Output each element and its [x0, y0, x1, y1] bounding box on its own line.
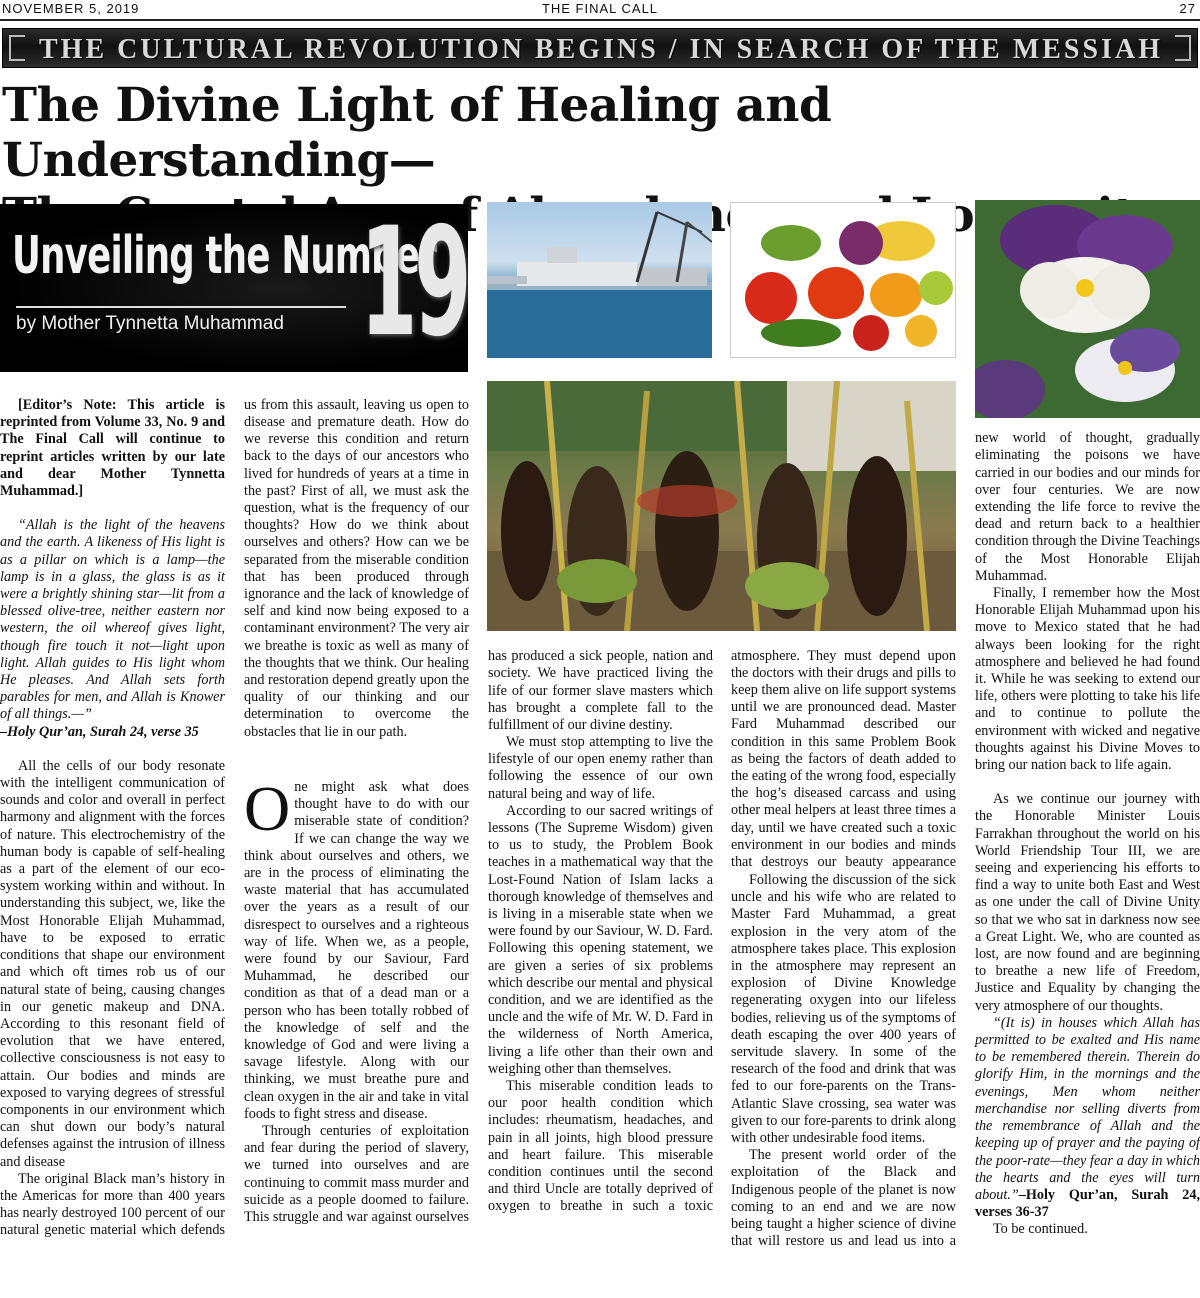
opening-quote: “Allah is the light of the heavens and the earth. A likeness of His light is as a pillar on which is a lamp—the lamp is in a glass, the glass is as it were a brightly shining star—lit from a blessed olive-tree, neither eastern nor western, the oil whereof gives light, though fire touch it not—light upon light. Allah guides to His light whom He pleases. And Allah sets forth parables for men, and Allah is Knower of all things.—”	[0, 517, 225, 723]
dancers-photo	[487, 381, 956, 631]
article-column-1	[0, 397, 225, 1240]
paragraph-7: This miserable condition leads to our poor health condition which includes: rheumatism, headaches, and pain in all joints, high blood pressure and heart failure. This miserable condition continues until the second and third Uncle are totally deprived of oxygen to breathe in such a toxic	[488, 1078, 713, 1215]
paragraph-3: One might ask what does thought have to do with our miserable state of condition? If we can change the way we think about ourselves and others, we are in the process of eliminating the waste material that has accumulated over the years as a result of our disrespect to ourselves and a righteous way of life. When we, as a people, were found by our Saviour, Fard Muhammad, he described our condition as that of a dead man or a person who has been totally robbed of the knowledge of self and the knowledge of God and were living a savage lifestyle. Along with our thinking, we must breathe pure and clean oxygen in the air and take in vital foods to fight stress and disease.	[244, 773, 469, 1122]
paragraph-11: As we continue our journey with the Honorable Minister Louis Farrakhan throughout the world on his World Friendship Tour III, we are seeing and experiencing his efforts to find a way to unite both East and West as one under the call of Divine Unity so that we who sat in darkness now see a Great Light. We, who are counted as lost, are now found and are beginning to breathe a new life of Freedom, Justice and Equality by changing the very atmosphere of our thoughts.	[975, 791, 1200, 1014]
page-number: 27	[1179, 1, 1196, 16]
paragraph-5: We must stop attempting to live the lifestyle of our open enemy rather than following the essence of our own natural being and way of life.	[488, 734, 713, 802]
paragraph-9: The present world order of the exploitation of the Black and Indigenous people of the planet is now coming to an end and we are now being taught a higher science of divine that will restore us and lead us into a	[731, 1147, 956, 1250]
paragraph-2-continued: us from this assault, leaving us open to disease and premature death. How do we reverse this condition and return back to the days of our ancestors who lived for hundreds of years at a time in the past? First of all, we must ask the question, what is the frequency of our thoughts? How do we think about ourselves and others? How can we be separated from the miserable condition that has been produced through ignorance and the lack of knowledge of self and kind now being exposed to a contaminant environment? The very air we breathe is toxic as well as many of the thoughts that we think. Our healing and restoration depend greatly upon the quality of our thinking and our determination to overcome the obstacles that lie in our path.	[244, 397, 469, 740]
column-title: Unveiling the Number	[12, 226, 436, 286]
opening-quote-source: –Holy Qur’an, Surah 24, verse 35	[0, 723, 199, 740]
paragraph-7-continued: atmosphere. They must depend upon the doctors with their drugs and pills to keep them alive on life support systems until we are pronounced dead. Master Fard Muhammad described our condition in this same Problem Book as being the factors of death added to the eating of the wrong food, especially the hog’s diseased carcass and using other meal helpers at least three times a day, until we have created such a toxic environment in our bodies and minds that destroys our beauty appearance	[731, 648, 956, 871]
paragraph-4-continued: has produced a sick people, nation and society. We have practiced living the life of our former slave masters which has brought a complete fall to the fulfillment of our divine destiny.	[488, 648, 713, 734]
paragraph-6: According to our sacred writings of lessons (The Supreme Wisdom) given to us to study, the Problem Book teaches in a mathematical way that the Lost-Found Nation of Islam lacks a thorough knowledge of themselves and is living in a miserable state when we were found by our Saviour, W. D. Fard. Following this opening statement, we are given a series of six problems which describe our mental and physical condition, and we are identified as the uncle and the wife of Mr. W. D. Fard in the wilderness of North America, living a life other than their own and weighing other than themselves.	[488, 802, 713, 1077]
column-logo	[0, 204, 468, 372]
closing-quote-source: –Holy Qur’an, Surah 24, verses 36-37	[975, 1186, 1200, 1221]
headline-line-1: The Divine Light of Healing and Understanding—	[2, 78, 832, 188]
harbor-photo	[487, 202, 712, 358]
column-number: 19	[360, 204, 468, 370]
to-be-continued: To be continued.	[993, 1221, 1088, 1238]
banner-text: THE CULTURAL REVOLUTION BEGINS / IN SEARCH OF THE MESSIAH	[39, 34, 1163, 65]
drop-cap: O	[244, 773, 291, 844]
paragraph-2: The original Black man’s history in the Americas for more than 400 years has nearly destroyed 100 percent of our natural genetic material which defends	[0, 1170, 225, 1239]
editors-note: [Editor’s Note: This article is reprinted from Volume 33, No. 9 and The Final Call will continue to reprint articles written by our late and dear Mother Tynnetta Muhammad.]	[0, 397, 225, 500]
article-column-3	[488, 648, 713, 1216]
paragraph-1: All the cells of our body resonate with the intelligent communication of sounds and color and overall in perfect harmony and alignment with the forces of nature. This electrochemistry of the human body is capable of self-healing as a part of the element of our eco-system working within and without. In understanding this subject, we, like the Most Honorable Elijah Muhammad, have to be exposed to erratic conditions that shape our environment and which oft times rob us of our natural state of being, causing changes in our genetic makeup and DNA. According to this resonant field of evolution that we have entered, collective consciousness is not easy to attain. Our bodies and minds are exposed to varying degrees of stressful components in our environment which can shut down our body’s natural defenses against the intrusion of illness and disease	[0, 757, 225, 1170]
paragraph-9-continued: new world of thought, gradually eliminating the poisons we have carried in our bodies and our minds for over four centuries. We are now extending the life force to revive the dead and return back to a healthier condition through the Divine Teachings of the Most Honorable Elijah Muhammad.	[975, 430, 1200, 584]
vegetables-photo	[730, 202, 956, 358]
column-title-rule	[16, 306, 346, 308]
section-banner	[2, 28, 1198, 68]
running-head	[0, 0, 1200, 18]
paragraph-10: Finally, I remember how the Most Honorable Elijah Muhammad upon his move to Mexico stated that he had always been looking for the right atmosphere and believed he had found it. While he was seeking to extend our life, others were plotting to take his life and to continue to pollute the environment with wicked and negative thoughts against his Divine Moves to bring our nation back to life again.	[975, 585, 1200, 774]
article-column-5	[975, 430, 1200, 1239]
article-column-2	[244, 397, 469, 1226]
byline: by Mother Tynnetta Muhammad	[16, 313, 284, 334]
header-rule	[0, 19, 1200, 21]
issue-date: NOVEMBER 5, 2019	[2, 1, 140, 16]
banner-ornament-right-icon	[1175, 35, 1191, 61]
closing-quote: “(It is) in houses which Allah has permitted to be exalted and His name to be remembered therein. Therein do glorify Him, in the mornings and the evenings, Men whom neither merchandise nor selling diverts from the remembrance of Allah and the keeping up of prayer and the paying of the poor-rate—they fear a day in which the hearts and the eyes will turn about.”–Holy Qur’an, Surah 24, verses 36-37	[975, 1014, 1200, 1221]
pansy-photo	[975, 200, 1200, 418]
paragraph-4: Through centuries of exploitation and fear during the period of slavery, we turned into ourselves and are continuing to commit mass murder and suicide as a people doomed to failure. This struggle and war against ourselves	[244, 1123, 469, 1226]
paper-name: THE FINAL CALL	[541, 1, 659, 16]
paragraph-8: Following the discussion of the sick uncle and his wife who are related to Master Fard Muhammad, a great explosion in the very atom of the atmosphere takes place. This explosion in the atmosphere may represent an explosion of Divine Knowledge regenerating oxygen into our lifeless bodies, relieving us of the symptoms of death escaping the over 400 years of servitude slavery. In some of the research of the food and drink that was fed to our fore-parents on the Trans-Atlantic Slave crossing, sea water was given to our fore-parents to drink along with other undesirable food items.	[731, 872, 956, 1147]
article-column-4	[731, 648, 956, 1250]
